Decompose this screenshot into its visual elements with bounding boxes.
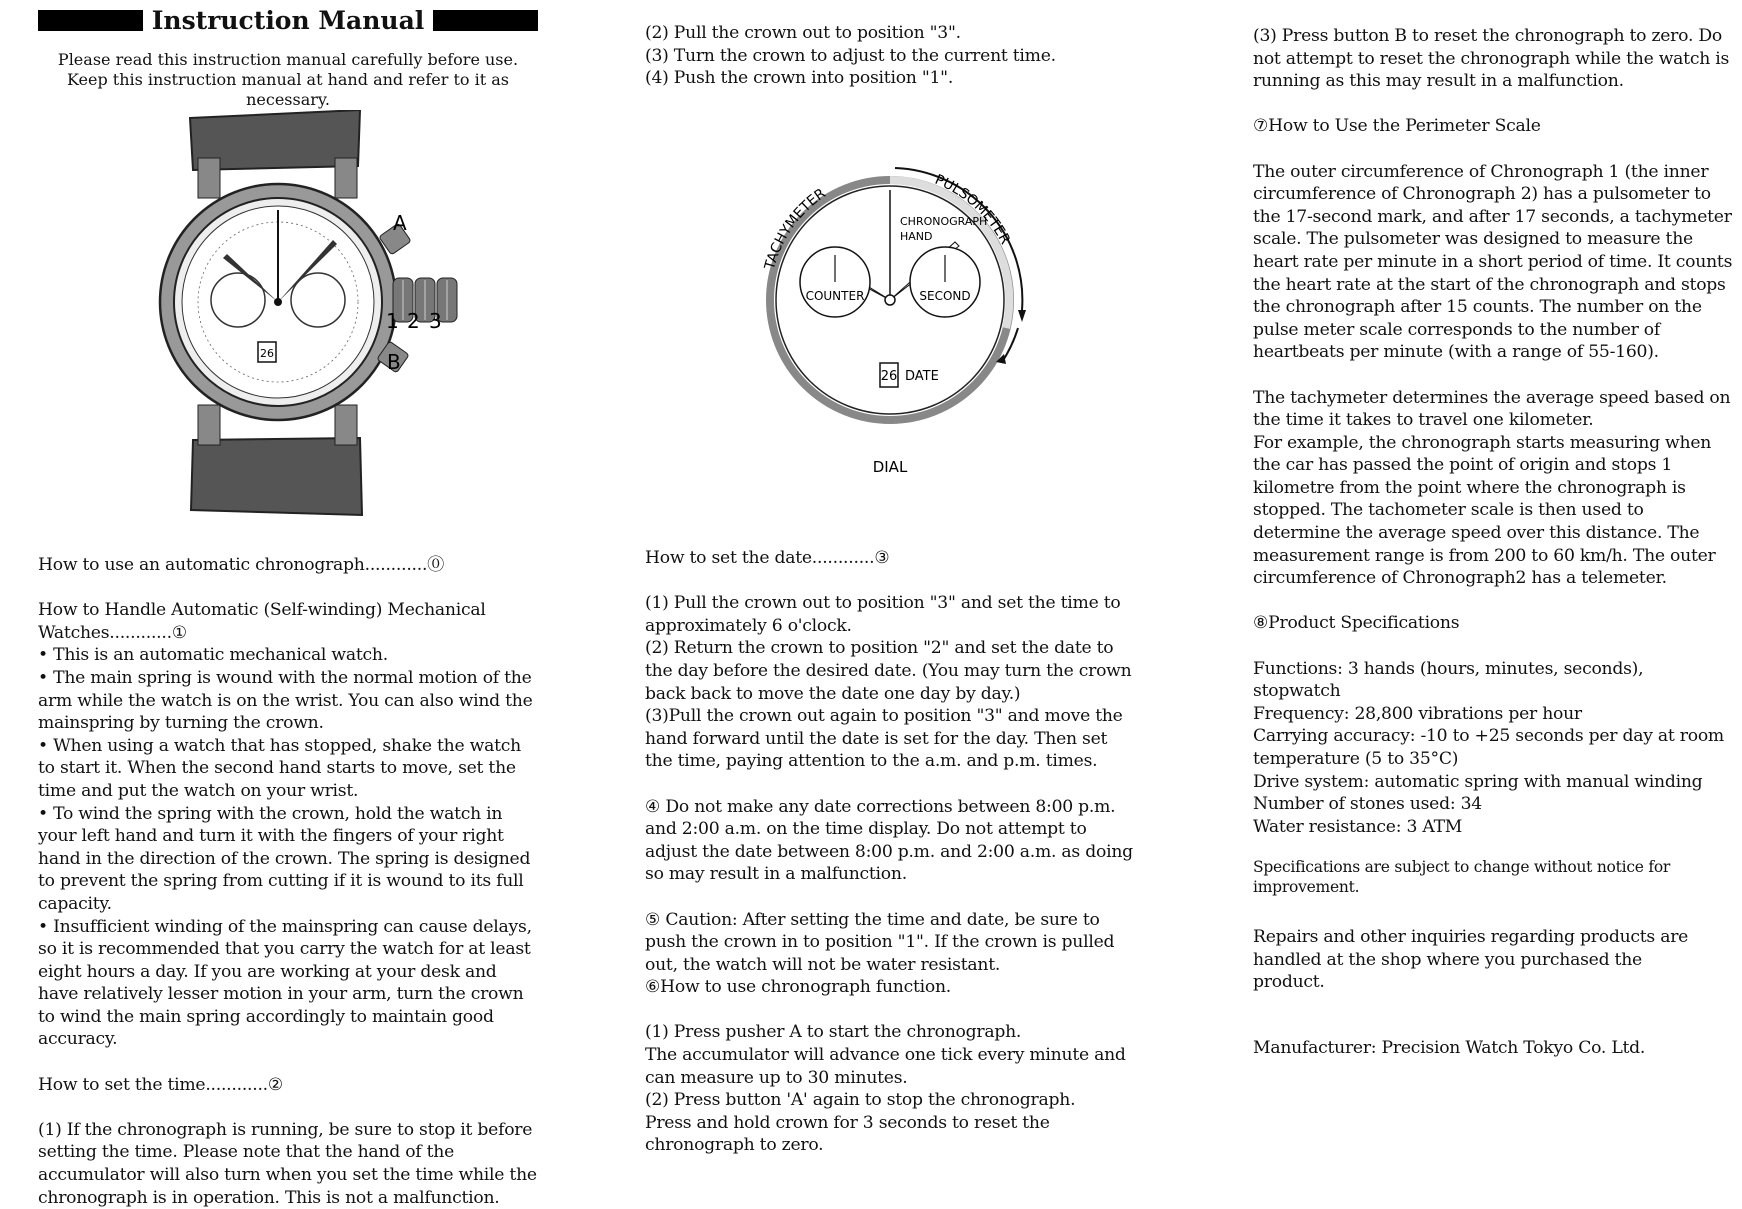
dial-date-value: 26 [880, 369, 898, 384]
spec-note: Specifications are subject to change without notice for improvement. [1253, 858, 1671, 896]
page-title: Instruction Manual [151, 6, 425, 35]
col1-line: How to use an automatic chronograph............⓪ [38, 555, 445, 575]
dial-caption: DIAL [872, 458, 908, 476]
col2-line: (1) Pull the crown out to position "3" and set the time to approximately 6 o'clock. [645, 593, 1121, 636]
col1-line: (1) If the chronograph is running, be sure to stop it before setting the time. Please note that the hand of the accumulator will also turn when you set the time while the chronograph is in operation. This is not a malfunction. [38, 1119, 537, 1208]
dial-pulsometer: PULSOMETER [932, 171, 1013, 248]
label-button-a: A [393, 211, 407, 235]
col3-line: (3) Press button B to reset the chronograph to zero. Do not attempt to reset the chronograph while the watch is running as this may result in a malfunction. [1253, 26, 1730, 92]
col3-line: ⑧Product Specifications [1253, 613, 1460, 634]
col2-top-text [645, 22, 1135, 90]
col3-line: Functions: 3 hands (hours, minutes, seconds), stopwatch [1253, 658, 1644, 702]
intro-text: Please read this instruction manual carefully before use. Keep this instruction manual at hand and refer to it as necessary. [57, 50, 519, 109]
dial-chronograph-label-1: CHRONOGRAPH [900, 215, 988, 228]
label-crown-3: 3 [429, 309, 442, 333]
col3-line: The outer circumference of Chronograph 1 (the inner circumference of Chronograph 2) has a pulsometer to the 17-second mark, and after 17 seconds, a tachymeter scale. The pulsometer was designed to measure the heart rate per minute in a short period of time. It counts the heart rate at the start of the chronograph and stops the chronograph after 15 counts. The number on the pulse meter scale corresponds to the number of heartbeats per minute (with a range of 55-160). [1253, 161, 1733, 363]
col3-line: The tachymeter determines the average speed based on the time it takes to travel one kilometer. [1253, 387, 1731, 431]
watch-illustration [153, 110, 513, 520]
col2-line: (1) Press pusher A to start the chronograph. [645, 1022, 1022, 1043]
col2-line: (3)Pull the crown out again to position "3" and move the hand forward until the date is set for the day. Then set the time, paying attention to the a.m. and p.m. times. [645, 706, 1123, 772]
watch-date: 26 [260, 347, 274, 360]
col1-line: How to set the time............② [38, 1074, 284, 1095]
col2-line: ⑥How to use chronograph function. [645, 977, 952, 998]
col3-line: Drive system: automatic spring with manual winding [1253, 771, 1703, 792]
manufacturer: Manufacturer: Precision Watch Tokyo Co. Ltd. [1253, 1038, 1646, 1058]
col1-line: • When using a watch that has stopped, shake the watch to start it. When the second hand starts to move, set the time and put the watch on your wrist. [38, 735, 521, 801]
col1-text [38, 554, 538, 1209]
col2-line: Press and hold crown for 3 seconds to reset the chronograph to zero. [645, 1112, 1050, 1156]
col2-line: (2) Pull the crown out to position "3". [645, 23, 961, 43]
dial-chronograph-label-2: HAND [900, 230, 933, 243]
col1-line: How to Handle Automatic (Self-winding) Mechanical Watches............① [38, 600, 486, 643]
col3-line: Number of stones used: 34 [1253, 794, 1482, 815]
repairs-note: Repairs and other inquiries regarding products are handled at the shop where you purchased the product. [1253, 927, 1689, 993]
col2-line: ⑤ Caution: After setting the time and date, be sure to push the crown in to position "1". If the crown is pulled out, the watch will not be water resistant. [645, 909, 1115, 975]
label-button-b: B [387, 350, 401, 374]
col2-line: (2) Press button 'A' again to stop the chronograph. [645, 1090, 1076, 1111]
dial-tachymeter: TACHYMETER [761, 185, 829, 272]
label-crown-2: 2 [407, 309, 420, 333]
col3-line: ⑦How to Use the Perimeter Scale [1253, 116, 1541, 137]
col1-line: • The main spring is wound with the normal motion of the arm while the watch is on the wrist. You can also wind the mainspring by turning the crown. [38, 667, 533, 734]
col3-line: Water resistance: 3 ATM [1253, 816, 1463, 837]
title-bar-right [433, 10, 538, 31]
col1-line: • This is an automatic mechanical watch. [38, 645, 388, 666]
dial-illustration [740, 150, 1040, 480]
dial-second-label: SECOND [919, 289, 971, 303]
col2-line: ④ Do not make any date corrections between 8:00 p.m. and 2:00 a.m. on the time display. Do not attempt to adjust the date between 8:00 p.m. and 2:00 a.m. as doing so may result in a malfunction. [645, 796, 1133, 885]
col1-line: • Insufficient winding of the mainspring can cause delays, so it is recommended that you carry the watch for at least eight hours a day. If you are working at your desk and have relatively lesser motion in your arm, turn the crown to wind the main spring accordingly to maintain good accuracy. [38, 916, 532, 1050]
col2-line: (2) Return the crown to position "2" and set the date to the day before the desired date. (You may turn the crown back back to move the date one day by day.) [645, 638, 1132, 704]
col2-text [645, 547, 1135, 1157]
title-row [38, 6, 538, 36]
col3-line: Frequency: 28,800 vibrations per hour [1253, 703, 1582, 724]
col2-line: (4) Push the crown into position "1". [645, 68, 954, 89]
dial-date-label: DATE [905, 369, 939, 384]
col2-line: The accumulator will advance one tick every minute and can measure up to 30 minutes. [645, 1045, 1126, 1088]
col3-line: For example, the chronograph starts measuring when the car has passed the point of origin and stops 1 kilometre from the point where the chronograph is stopped. The tachometer scale is then used to determine the average speed over this distance. The measurement range is from 200 to 60 km/h. The outer circumference of Chronograph2 has a telemeter. [1253, 432, 1716, 589]
col2-line: How to set the date............③ [645, 548, 890, 568]
col1-line: • To wind the spring with the crown, hold the watch in your left hand and turn it with the fingers of your right hand in the direction of the crown. The spring is designed to prevent the spring from cutting if it is wound to its full capacity. [38, 803, 531, 914]
col3-text [1253, 25, 1733, 838]
col3-line: Carrying accuracy: -10 to +25 seconds per day at room temperature (5 to 35°C) [1253, 726, 1724, 769]
label-crown-1: 1 [386, 309, 399, 333]
col2-line: (3) Turn the crown to adjust to the current time. [645, 45, 1056, 66]
dial-counter-label: COUNTER [805, 289, 865, 303]
